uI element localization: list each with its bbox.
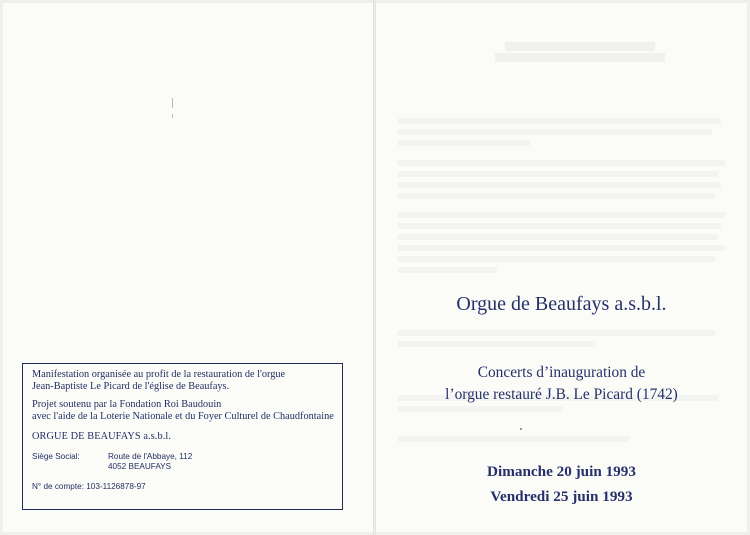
subtitle-line: Concerts d’inauguration de	[477, 364, 646, 381]
organizer-info-box	[22, 363, 343, 510]
fold-mark	[172, 114, 173, 118]
show-through-text	[398, 118, 728, 151]
concert-dates	[376, 459, 747, 509]
concert-date: Dimanche 20 juin 1993	[487, 463, 636, 480]
bank-account: N° de compte: 103-1126878-97	[32, 481, 146, 491]
organized-line: Manifestation organisée au profit de la restauration de l'orgue	[32, 369, 286, 380]
seat-street: Route de l'Abbaye, 112	[108, 451, 193, 461]
association-name: ORGUE DE BEAUFAYS a.s.b.l.	[32, 431, 172, 442]
organized-line: Jean-Baptiste Le Picard de l'église de Beaufays.	[32, 380, 230, 392]
concert-date: Vendredi 25 juin 1993	[490, 488, 633, 505]
show-through-text	[398, 436, 728, 447]
support-line: Projet soutenu par la Fondation Roi Baudouin	[32, 399, 222, 410]
registered-office	[32, 452, 334, 473]
seat-label: Siège Social:	[32, 451, 80, 461]
organization-title: Orgue de Beaufays a.s.b.l.	[456, 293, 667, 315]
show-through-text	[398, 160, 728, 204]
concert-subtitle	[376, 362, 747, 406]
seat-city: 4052 BEAUFAYS	[108, 462, 172, 471]
support-line: avec l'aide de la Loterie Nationale et du Foyer Culturel de Chaudfontaine	[32, 410, 334, 422]
speck	[520, 428, 522, 430]
subtitle-line: l’orgue restauré J.B. Le Picard (1742)	[445, 386, 678, 403]
show-through-text	[398, 212, 728, 278]
center-fold	[373, 0, 376, 535]
fold-mark	[172, 98, 173, 108]
show-through-heading	[440, 40, 720, 64]
show-through-text	[398, 330, 728, 352]
